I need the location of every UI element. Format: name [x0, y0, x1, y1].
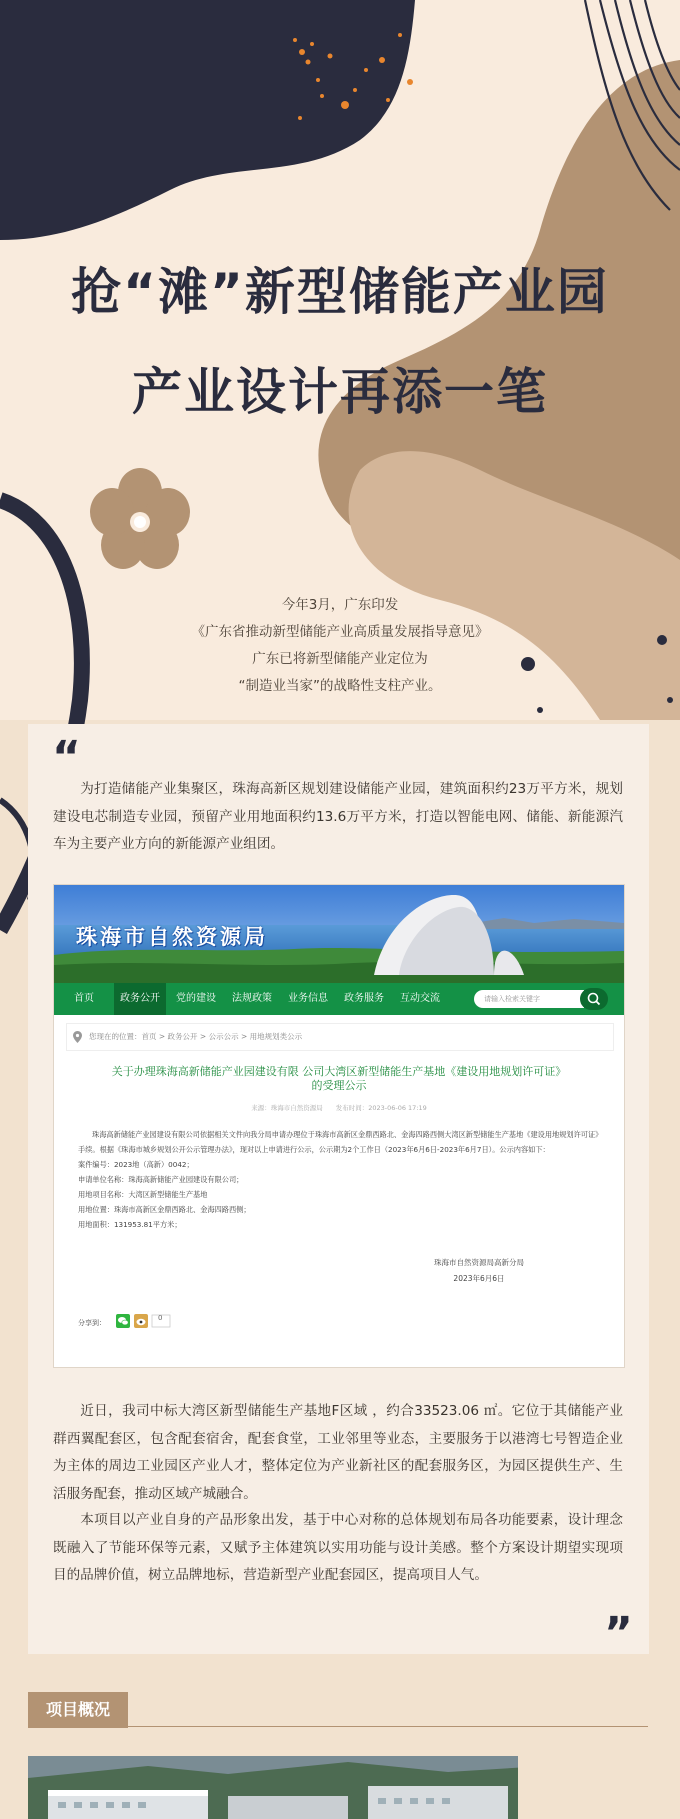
nav-services[interactable]: 政务服务: [344, 993, 384, 1004]
notice-item: 用地项目名称：大湾区新型储能生产基地: [78, 1190, 208, 1199]
notice-item: 申请单位名称：珠海高新储能产业园建设有限公司；: [78, 1175, 244, 1184]
location-pin-icon: [73, 1031, 82, 1043]
notice-paragraph: 珠海高新储能产业园建设有限公司依据相关文件向我分局申请办理位于珠海市高新区金鼎西路北、金海四路西侧大湾区新型储能生产基地《建设用地规划许可证》手续。根据《珠海市城乡规划公开公示管理办法》，现对以上申请进行公示，公示期为2个工作日（2023年6月6日-2023年6月7日）。公示内容如下：: [78, 1130, 599, 1154]
site-banner: [54, 885, 624, 983]
site-search-input[interactable]: [474, 990, 584, 1008]
share-count: 0: [158, 1314, 163, 1322]
nav-regulations[interactable]: 法规政策: [232, 993, 272, 1004]
site-name: 珠海市自然资源局: [76, 925, 268, 949]
nav-home[interactable]: 首页: [74, 993, 94, 1004]
intro-line: 广东已将新型储能产业定位为: [252, 651, 428, 667]
intro-line: 《广东省推动新型储能产业高质量发展指导意见》: [191, 624, 489, 640]
open-quote-mark: “: [52, 732, 81, 783]
article-paragraph-3: 本项目以产业自身的产品形象出发，基于中心对称的总体规划布局各功能要素，设计理念既融入了节能环保等元素，又赋予主体建筑以实用功能与设计美感。整个方案设计期望实现项目的品牌价值，树立品牌地标，营造新型产业配套园区，提高项目人气。: [53, 1512, 623, 1583]
article-paragraph-1: 为打造储能产业集聚区，珠海高新区规划建设储能产业园，建筑面积约23万平方米，规划建设电芯制造专业园，预留产业用地面积约13.6万平方米，打造以智能电网、储能、新能源汽车为主要产业方向的新能源产业组团。: [53, 781, 623, 852]
intro-line: “制造业当家”的战略性支柱产业。: [238, 678, 442, 694]
page-title-line1: 抢“滩”新型储能产业园: [71, 263, 609, 321]
nav-government-affairs[interactable]: 政务公开: [114, 983, 166, 1015]
weibo-icon[interactable]: [134, 1314, 148, 1328]
search-icon: [580, 988, 608, 1010]
site-search-button[interactable]: [580, 988, 608, 1010]
notice-item: 用地面积：131953.81平方米；: [78, 1220, 182, 1229]
signature-date: 2023年6月6日: [453, 1274, 505, 1283]
signature-org: 珠海市自然资源局高新分局: [434, 1258, 524, 1267]
notice-item: 用地位置：珠海市高新区金鼎西路北、金海四路西侧；: [78, 1205, 251, 1214]
close-quote-mark: ”: [604, 1608, 633, 1659]
intro-text: [0, 592, 680, 700]
notice-title-line1: 关于办理珠海高新储能产业园建设有限 公司大湾区新型储能生产基地《建设用地规划许可证》: [111, 1065, 567, 1078]
site-nav-bar: [54, 983, 624, 1015]
wechat-icon[interactable]: [116, 1314, 130, 1328]
notice-meta: 来源：珠海市自然资源局 发布时间：2023-06-06 17:19: [251, 1104, 427, 1112]
nav-party-building[interactable]: 党的建设: [176, 993, 216, 1004]
embedded-webpage-screenshot: [53, 884, 625, 1368]
search-placeholder: 请输入检索关键字: [484, 995, 540, 1003]
breadcrumb-text[interactable]: 您现在的位置：首页 > 政务公开 > 公示公示 > 用地规划类公示: [89, 1032, 303, 1041]
share-buttons: [116, 1313, 176, 1329]
nav-interaction[interactable]: 互动交流: [400, 993, 440, 1004]
share-icons: [116, 1313, 176, 1333]
notice-title-line2: 的受理公示: [311, 1079, 367, 1092]
article-paragraph-2: 近日，我司中标大湾区新型储能生产基地F区域 ，约合33523.06 ㎡。它位于其储能产业群西翼配套区，包含配套宿舍，配套食堂，工业邻里等业态，主要服务于以港湾七号智造企业为主体的周边工业园区产业人才，整体定位为产业新社区的配套服务区，为园区提供生产、生活服务配套，推动区域产城融合。: [53, 1403, 623, 1502]
nav-business-info[interactable]: 业务信息: [288, 993, 328, 1004]
notice-signature: [434, 1255, 524, 1287]
intro-line: 今年3月，广东印发: [281, 597, 399, 613]
page-title-line2: 产业设计再添一笔: [132, 363, 548, 421]
project-rendering-graphic: [28, 1756, 578, 1819]
notice-item: 案件编号：2023地（高新）0042；: [78, 1160, 194, 1169]
share-label: 分享到：: [78, 1319, 106, 1327]
section-divider: [128, 1726, 648, 1727]
notice-title: [74, 1065, 604, 1093]
breadcrumb: [66, 1023, 614, 1051]
project-rendering-image: [28, 1756, 578, 1819]
section-heading: 项目概况: [28, 1692, 128, 1728]
notice-body: [78, 1127, 600, 1232]
